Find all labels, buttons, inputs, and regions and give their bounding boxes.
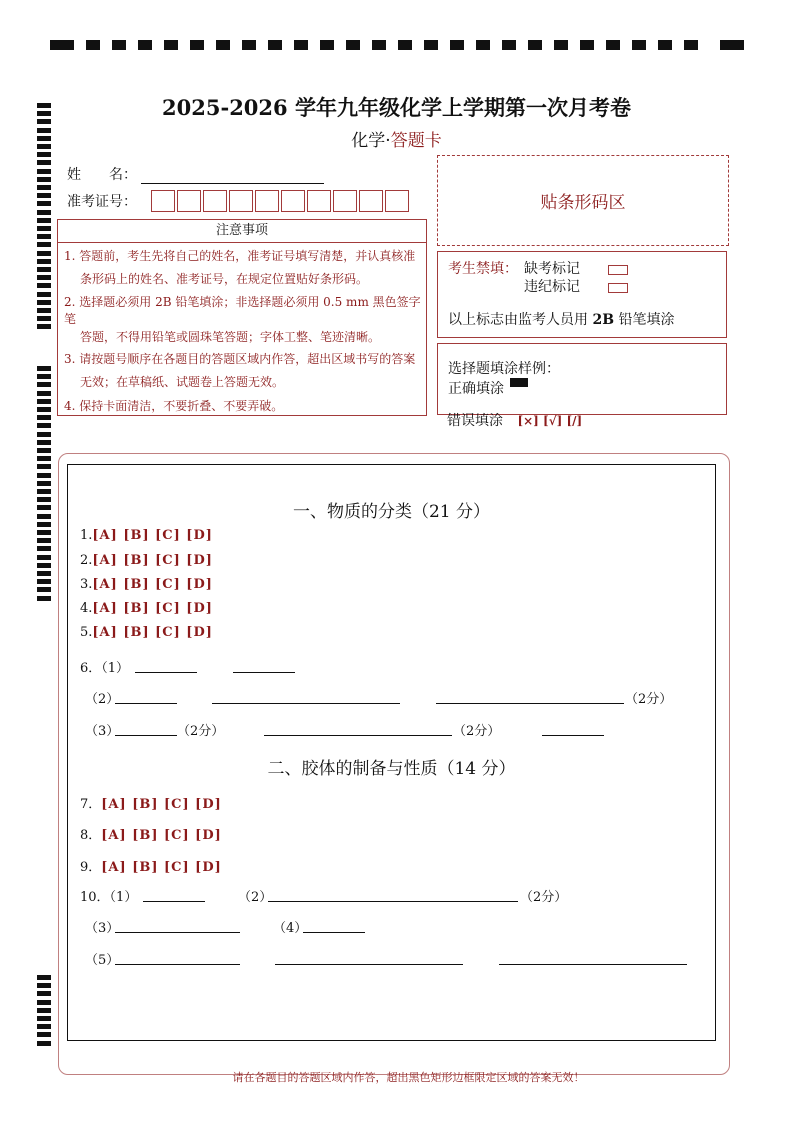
- mc-question-3[interactable]: 3.[A] [B] [C] [D]: [80, 577, 213, 592]
- timing-mark: [37, 473, 51, 478]
- notice-title: 注意事项: [58, 220, 426, 243]
- mc-options[interactable]: [A] [B] [C] [D]: [92, 528, 213, 543]
- q6-blank-3c[interactable]: [542, 721, 604, 736]
- mc-question-4[interactable]: 4.[A] [B] [C] [D]: [80, 601, 213, 616]
- q6-blank-2c[interactable]: [436, 689, 624, 704]
- timing-mark: [37, 185, 51, 190]
- exam-id-cells[interactable]: [151, 190, 411, 212]
- violation-mark-box[interactable]: [608, 283, 628, 293]
- exam-id-label: 准考证号：: [67, 194, 137, 210]
- timing-mark: [37, 399, 51, 404]
- timing-mark: [37, 374, 51, 379]
- timing-mark: [37, 1000, 51, 1005]
- q6-part3-label: （3）: [85, 724, 120, 739]
- page-subtitle: [0, 126, 793, 151]
- timing-mark: [37, 366, 51, 371]
- q10-blank-1[interactable]: [143, 887, 205, 902]
- notice-box: [57, 219, 427, 416]
- wrong-fill-samples: [×] [√] [/]: [517, 414, 583, 428]
- q6-blank-1a[interactable]: [135, 658, 197, 673]
- timing-mark: [37, 210, 51, 215]
- timing-mark: [37, 481, 51, 486]
- timing-mark: [37, 530, 51, 535]
- timing-mark: [37, 423, 51, 428]
- q10-part2-points: （2分）: [520, 890, 568, 905]
- timing-mark: [37, 169, 51, 174]
- fill-example-title: 选择题填涂样例：: [448, 361, 560, 377]
- mc-question-5[interactable]: 5.[A] [B] [C] [D]: [80, 625, 213, 640]
- timing-mark: [37, 300, 51, 305]
- notice-item-1: 1. 答题前，考生先将自己的姓名，准考证号填写清楚，并认真核准: [64, 249, 416, 263]
- absent-mark-box[interactable]: [608, 265, 628, 275]
- fill-example-box: [437, 343, 727, 415]
- barcode-area: [437, 155, 729, 246]
- timing-mark: [37, 1024, 51, 1029]
- timing-mark: [37, 440, 51, 445]
- timing-mark: [37, 579, 51, 584]
- prohibited-note: 以上标志由监考人员用 2B 铅笔填涂: [448, 312, 675, 328]
- correct-fill-sample: [510, 378, 528, 387]
- subtitle-suffix: 答题卡: [390, 131, 442, 151]
- q10-blank-5b[interactable]: [275, 950, 463, 965]
- timing-mark: [37, 983, 51, 988]
- timing-mark: [37, 316, 51, 321]
- q6-part3-points-a: （2分）: [177, 724, 225, 739]
- timing-mark: [37, 991, 51, 996]
- q6-part2-points: （2分）: [625, 692, 673, 707]
- q6-blank-1b[interactable]: [233, 658, 295, 673]
- mc-options[interactable]: [A] [B] [C] [D]: [92, 553, 213, 568]
- timing-mark: [37, 407, 51, 412]
- section2-title: 二、胶体的制备与性质（14 分）: [267, 759, 516, 779]
- timing-mark: [37, 489, 51, 494]
- mc-options[interactable]: [A] [B] [C] [D]: [101, 860, 222, 875]
- timing-mark: [37, 415, 51, 420]
- timing-mark: [37, 201, 51, 206]
- timing-mark: [37, 538, 51, 543]
- timing-mark: [37, 152, 51, 157]
- notice-item-4: 4. 保持卡面清洁，不要折叠、不要弄破。: [64, 399, 284, 413]
- timing-mark: [37, 975, 51, 980]
- notice-item-3: 3. 请按题号顺序在各题目的答题区域内作答，超出区域书写的答案: [64, 352, 416, 366]
- q10-blank-5c[interactable]: [499, 950, 687, 965]
- page-title: 2025-2026 学年九年级化学上学期第一次月考卷: [162, 95, 631, 120]
- subtitle-prefix: 化学·: [351, 131, 391, 151]
- footer-warning: 请在各题目的答题区域内作答，超出黑色矩形边框限定区域的答案无效！: [232, 1071, 585, 1084]
- timing-mark: [37, 497, 51, 502]
- timing-mark: [37, 555, 51, 560]
- timing-mark: [37, 283, 51, 288]
- mc-question-9[interactable]: 9．[A] [B] [C] [D]: [80, 860, 222, 875]
- q10-blank-5a[interactable]: [115, 950, 240, 965]
- q10-blank-3[interactable]: [115, 918, 240, 933]
- timing-mark: [37, 546, 51, 551]
- timing-mark: [37, 382, 51, 387]
- timing-mark: [37, 522, 51, 527]
- mc-options[interactable]: [A] [B] [C] [D]: [92, 601, 213, 616]
- timing-mark: [37, 292, 51, 297]
- mc-question-2[interactable]: 2.[A] [B] [C] [D]: [80, 553, 213, 568]
- q6-part3-points-b: （2分）: [453, 724, 501, 739]
- prohibited-label: 考生禁填：: [448, 261, 518, 277]
- timing-mark: [37, 563, 51, 568]
- timing-mark: [37, 1041, 51, 1046]
- timing-mark: [37, 464, 51, 469]
- mc-question-1[interactable]: 1.[A] [B] [C] [D]: [80, 528, 213, 543]
- mc-options[interactable]: [A] [B] [C] [D]: [92, 625, 213, 640]
- timing-mark: [37, 448, 51, 453]
- mc-options[interactable]: [A] [B] [C] [D]: [101, 828, 222, 843]
- timing-mark: [37, 432, 51, 437]
- timing-mark: [37, 193, 51, 198]
- violation-label: 违纪标记: [524, 279, 580, 295]
- timing-mark: [37, 324, 51, 329]
- mc-question-8[interactable]: 8．[A] [B] [C] [D]: [80, 828, 222, 843]
- timing-mark: [37, 259, 51, 264]
- timing-mark: [37, 571, 51, 576]
- q6-blank-3b[interactable]: [264, 721, 452, 736]
- q10-part1-label: 10．（1）: [80, 890, 138, 905]
- q10-part4-label: （4）: [273, 921, 308, 936]
- timing-mark: [37, 308, 51, 313]
- timing-mark: [37, 275, 51, 280]
- timing-mark: [37, 456, 51, 461]
- name-label: 姓 名：: [67, 167, 137, 183]
- timing-mark: [37, 251, 51, 256]
- section1-title: 一、物质的分类（21 分）: [292, 502, 491, 522]
- name-row: [67, 164, 324, 184]
- q6-part2-label: （2）: [85, 692, 120, 707]
- wrong-fill-label: 错误填涂: [447, 413, 503, 429]
- exam-id-row: [67, 190, 411, 212]
- q6-blank-2b[interactable]: [212, 689, 400, 704]
- absent-label: 缺考标记: [524, 261, 580, 277]
- mc-question-7[interactable]: 7．[A] [B] [C] [D]: [80, 797, 222, 812]
- mc-options[interactable]: [A] [B] [C] [D]: [92, 577, 213, 592]
- q10-part5-label: （5）: [85, 953, 120, 968]
- timing-mark: [37, 242, 51, 247]
- notice-item-2-cont: 答题，不得用铅笔或圆珠笔答题；字体工整、笔迹清晰。: [80, 330, 381, 344]
- q6-blank-2a[interactable]: [115, 689, 177, 704]
- timing-mark: [37, 218, 51, 223]
- timing-mark: [37, 1016, 51, 1021]
- timing-mark: [37, 505, 51, 510]
- timing-mark: [37, 596, 51, 601]
- timing-mark: [37, 514, 51, 519]
- barcode-label: 贴条形码区: [540, 193, 626, 213]
- timing-mark: [37, 234, 51, 239]
- q6-part1: 6．（1）: [80, 661, 130, 676]
- q10-part2-label: （2）: [238, 890, 273, 905]
- mc-options[interactable]: [A] [B] [C] [D]: [101, 797, 222, 812]
- q10-blank-2[interactable]: [268, 887, 518, 902]
- wrong-fill-row: [447, 410, 582, 430]
- timing-mark: [37, 177, 51, 182]
- timing-mark: [37, 1032, 51, 1037]
- notice-item-3-cont: 无效；在草稿纸、试题卷上答题无效。: [80, 375, 285, 389]
- notice-item-2: 2. 选择题必须用 2B 铅笔填涂；非选择题必须用 0.5 mm 黑色签字笔: [64, 295, 421, 326]
- timing-mark: [37, 391, 51, 396]
- notice-item-1-cont: 条形码上的姓名、准考证号，在规定位置贴好条形码。: [80, 272, 369, 286]
- name-field[interactable]: [141, 169, 324, 184]
- q6-blank-3a[interactable]: [115, 721, 177, 736]
- correct-fill-label: 正确填涂: [448, 381, 504, 397]
- q10-part3-label: （3）: [85, 921, 120, 936]
- timing-mark: [37, 587, 51, 592]
- timing-mark: [37, 226, 51, 231]
- q10-blank-4[interactable]: [303, 918, 365, 933]
- prohibited-box: [437, 251, 727, 338]
- timing-mark: [37, 1008, 51, 1013]
- timing-mark: [37, 160, 51, 165]
- timing-mark: [37, 267, 51, 272]
